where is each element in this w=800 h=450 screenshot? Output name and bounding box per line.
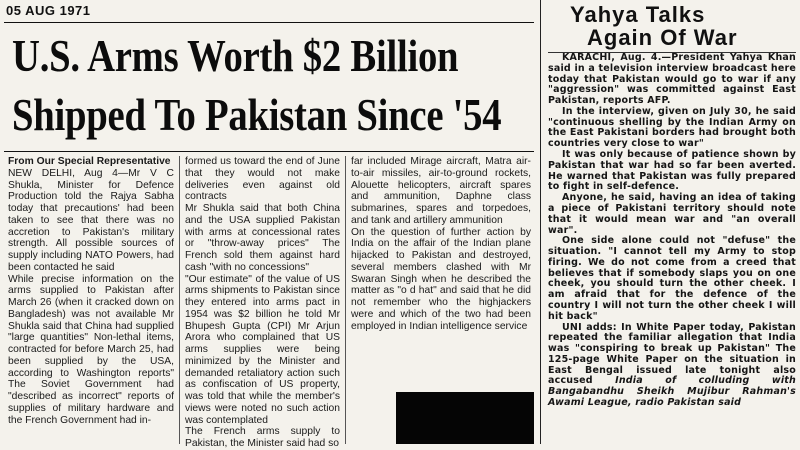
column-2-paragraph-4: The French arms supply to Pakistan, the Minister said had so (185, 426, 340, 449)
column-divider (179, 156, 180, 444)
headline-line-1: U.S. Arms Worth $2 Billion (12, 31, 459, 81)
redaction-block (396, 392, 534, 444)
side-paragraph-1: KARACHI, Aug. 4.—President Yahya Khan said in a television interview broadcast here today that Pakistan would go to war if any "aggression" was committed against East Pakistan, reports AFP. (548, 52, 796, 107)
side-paragraph-6 (548, 323, 796, 409)
column-3-paragraph-1: far included Mirage aircraft, Matra air-to-air missiles, air-to-ground rockets, Alouette helicopters, aircraft spares and ammunition, Daphne class submarines, spares and torpedoes, and tank and artillery ammunition (351, 156, 531, 226)
side-headline-line-1: Yahya Talks (570, 2, 706, 27)
date-rule (4, 22, 534, 23)
column-divider (345, 156, 346, 444)
article-column-3 (351, 156, 531, 332)
side-paragraph-6-italic: India of colluding with Bangabandhu Sheikh Mujibur Rahman's Awami League, radio Pakistan said (548, 375, 796, 408)
side-paragraph-2: In the interview, given on July 30, he said "continuous shelling by the Indian Army on the East Pakistani borders had brought both countries very close to war" (548, 105, 796, 150)
column-2-paragraph-3: "Our estimate" of the value of US arms shipments to Pakistan since they entered into arms pact in 1954 was $2 billion he told Mr Bhupesh Gupta (CPI) Mr Arjun Arora who complained that US arms supplies were being minimized by the Minister and demanded retaliatory action such as confiscation of US property, was told that while the member's views were noted no such action was contemplated (185, 273, 340, 426)
column-1-paragraph-1: NEW DELHI, Aug 4—Mr V C Shukla, Minister for Defence Production told the Rajya Sabha today that precautions' had been taken to see that there was no accretion to Pakistan's military strength. All possible sources of supply including NATO Powers, had been contacted he said (8, 167, 174, 273)
headline-rule (4, 151, 534, 152)
headline-line-2: Shipped To Pakistan Since '54 (12, 90, 502, 140)
side-paragraph-5: One side alone could not "defuse" the situation. "I cannot tell my Army to stop firing. We do not come from a creed that believes that if somebody slaps you on one cheek, you should turn the other cheek. I am afraid that for the defence of the country I will not turn the other cheek I will hit back" (548, 235, 796, 322)
side-paragraph-4: Anyone, he said, having an idea of taking a piece of Pakistani territory should note that it would mean war and "an overall war". (548, 192, 796, 236)
article-column-2 (185, 156, 340, 450)
side-article-body (548, 53, 796, 409)
column-1-paragraph-2: While precise information on the arms supplied to Pakistan after March 26 (when it cracked down on Bangladesh) was not available Mr Shukla said that China had supplied "large quantities" Non-lethal items, contracted for before March 25, had been supplied by the USA, according to Washington reports" The Soviet Government had "described as incorrect" reports of supplies of military hardware and the French Government had in- (8, 273, 174, 426)
column-2-paragraph-1: formed us toward the end of June that they would not make deliveries even against old contracts (185, 156, 340, 203)
side-paragraph-6-text: UNI adds: In White Paper today, Pakistan repeated the familiar allegation that India was "conspiring to break up Pakistan" The 125-page White Paper on the situation in East Bengal issued late tonight also accused (548, 321, 796, 387)
article-column-1 (8, 156, 174, 426)
publication-date: 05 AUG 1971 (6, 3, 91, 18)
side-paragraph-3: It was only because of patience shown by Pakistan that war had so far been averted. He warned that Pakistan was fully prepared to fight in self-defence. (548, 149, 796, 193)
column-2-paragraph-2: Mr Shukla said that both China and the USA supplied Pakistan with arms at concessional rates or "throw-away prices" The French sold them against hard cash "with no concessions" (185, 203, 340, 273)
side-article-border (540, 0, 541, 444)
side-headline-line-2: Again Of War (587, 25, 738, 50)
byline: From Our Special Representative (8, 156, 171, 167)
column-3-paragraph-2: On the question of further action by India on the affair of the Indian plane hijacked to Pakistan and destroyed, several members clashed with Mr Swaran Singh when he described the matter as "o d hat" and said that he did not remember who the highjackers were and which of the two had been employed in Indian intelligence service (351, 226, 531, 332)
